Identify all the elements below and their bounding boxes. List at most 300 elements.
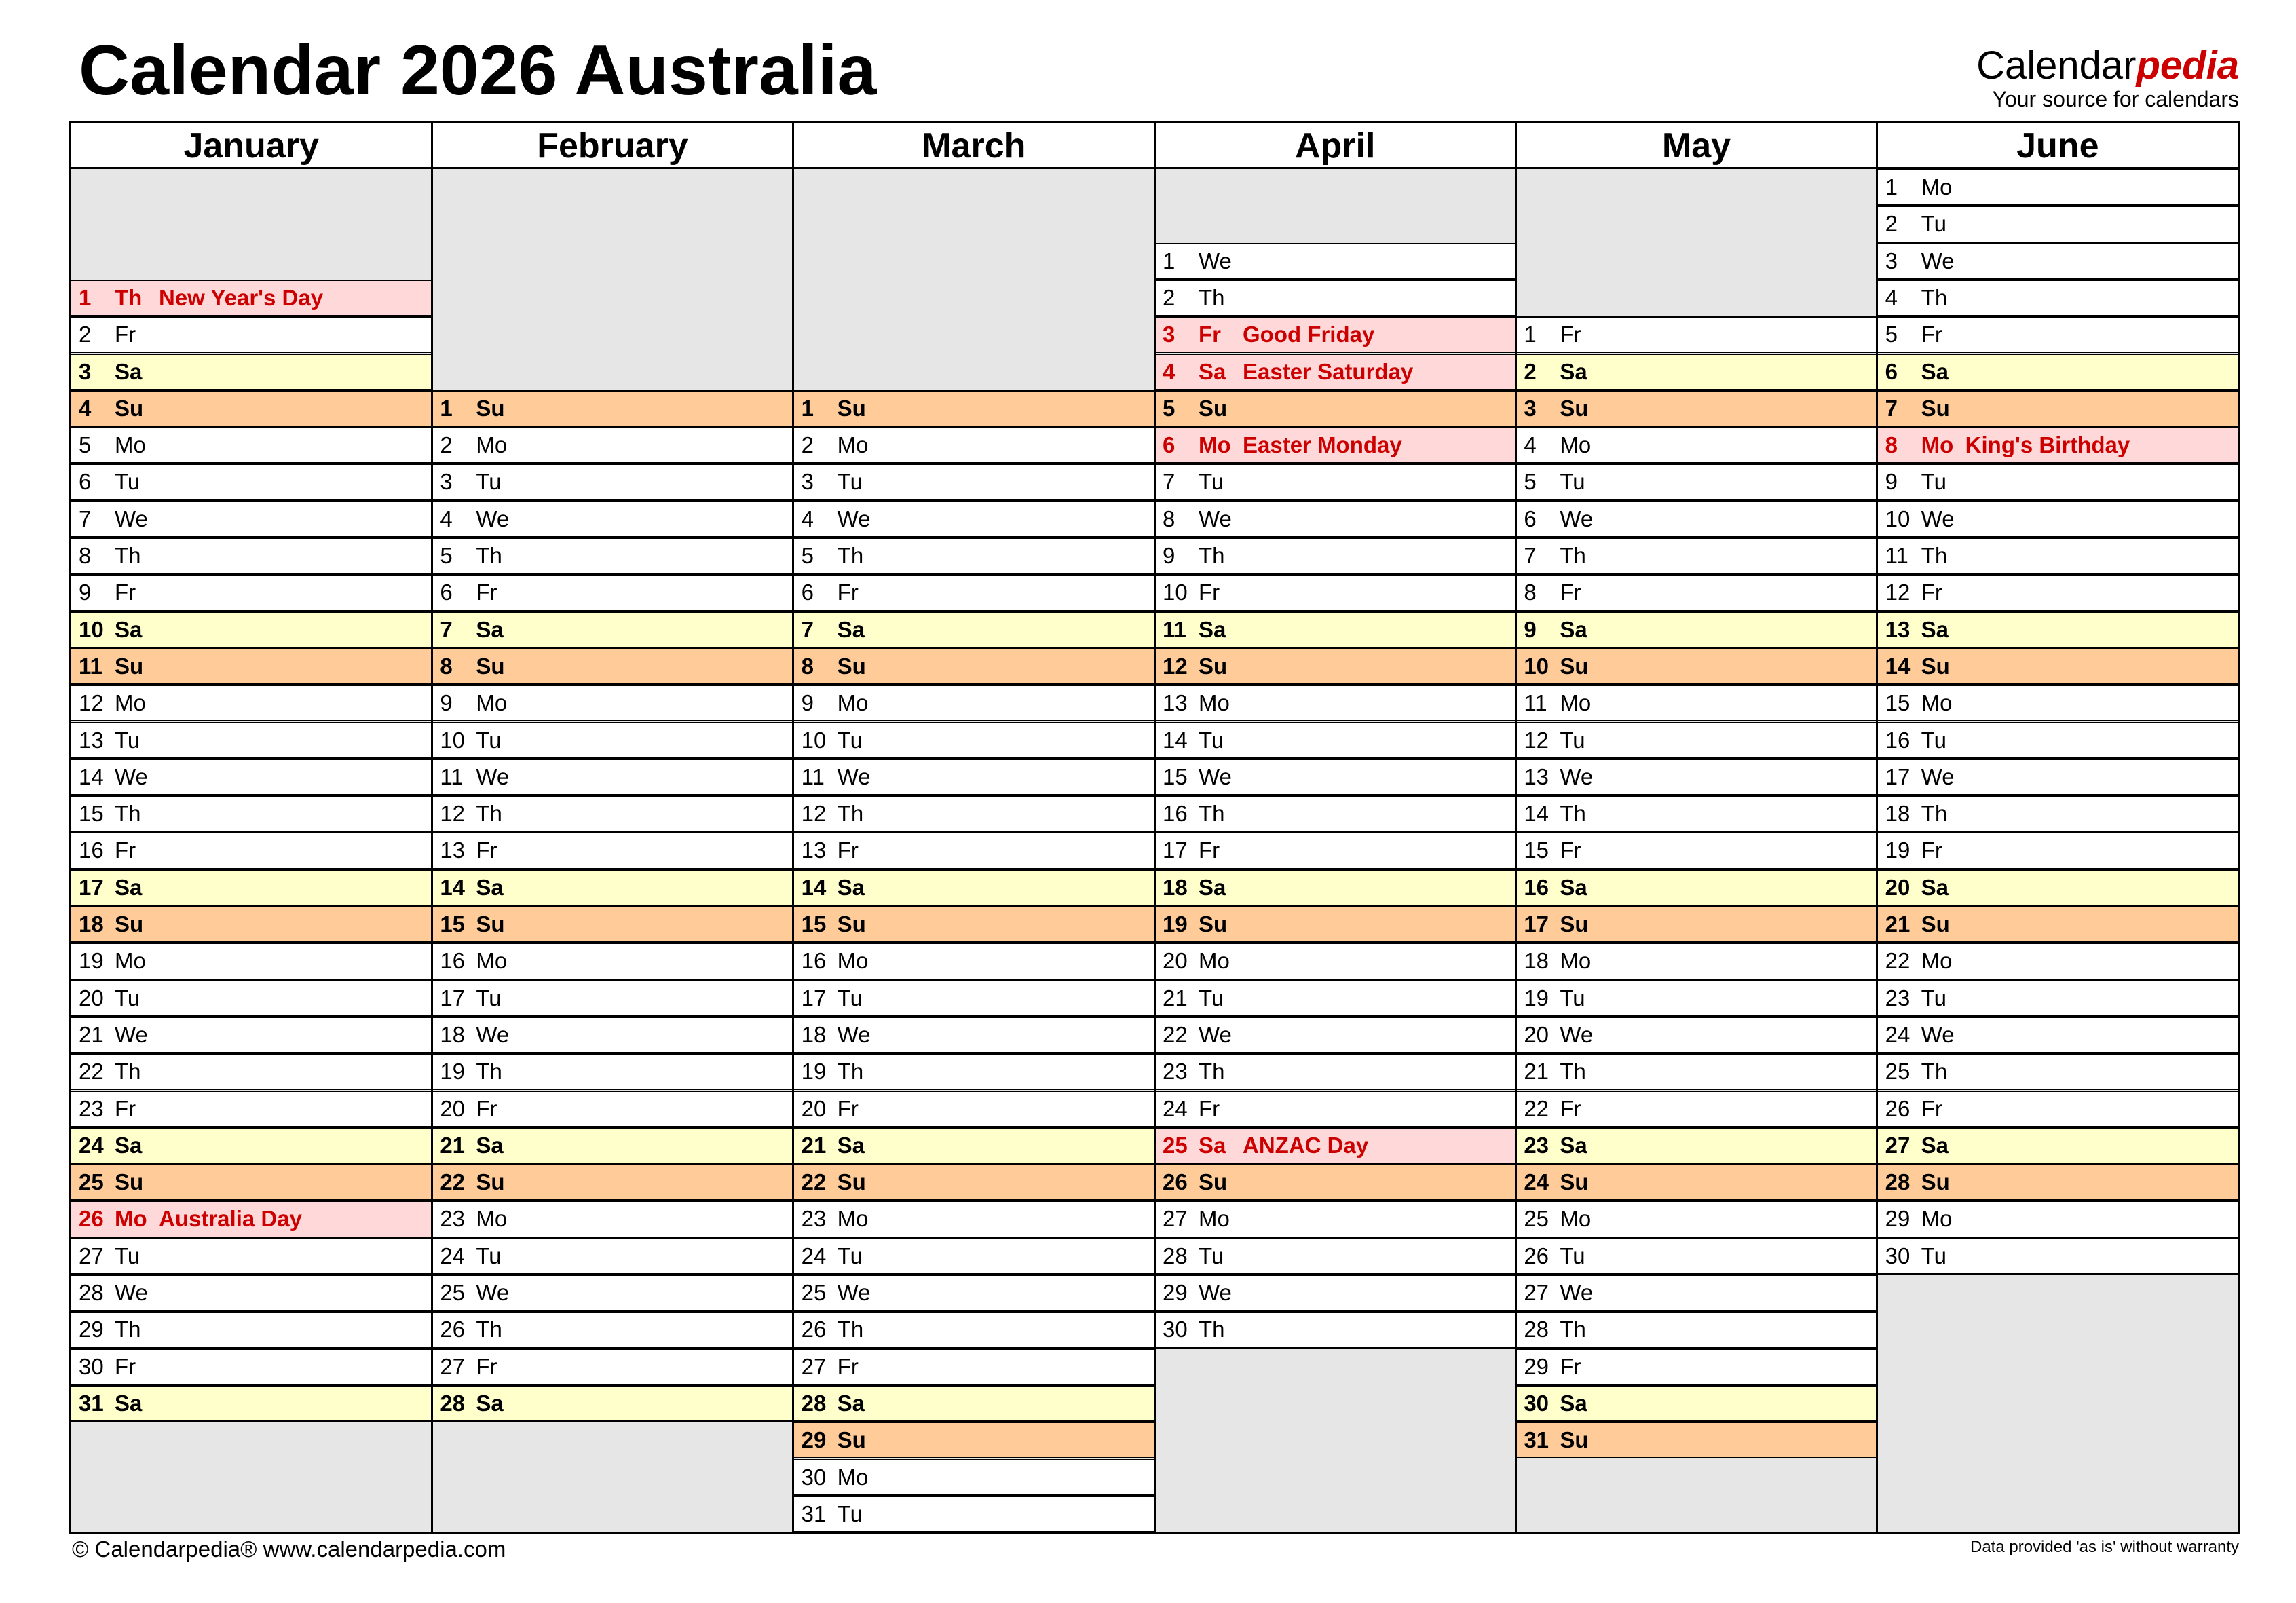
day-cell[interactable] [1516,1275,1877,1311]
day-cell[interactable] [71,759,432,795]
day-cell[interactable] [71,648,432,685]
day-cell[interactable] [793,1238,1154,1275]
day-cell[interactable] [1877,243,2238,280]
day-of-week: Tu [1921,727,1946,753]
day-cell[interactable] [71,1017,432,1053]
day-cell[interactable] [432,906,793,943]
day-cell[interactable] [1154,906,1516,943]
day-cell[interactable] [793,832,1154,869]
day-of-week: Sa [837,1132,865,1158]
day-cell[interactable] [1154,1164,1516,1201]
day-number: 27 [801,1353,827,1379]
day-cell[interactable] [71,869,432,906]
day-cell[interactable] [1877,648,2238,685]
day-cell[interactable] [71,1311,432,1348]
day-cell[interactable] [793,1127,1154,1164]
day-of-week: Mo [1560,948,1592,974]
day-cell[interactable] [793,1201,1154,1237]
day-number: 8 [440,653,453,679]
day-cell[interactable] [1877,169,2238,206]
day-of-week: Th [476,801,502,827]
day-number: 4 [1163,358,1175,384]
day-cell[interactable] [71,685,432,721]
day-cell[interactable] [71,832,432,869]
day-cell[interactable] [71,1349,432,1385]
day-cell[interactable] [1516,1238,1877,1275]
day-cell[interactable] [1877,574,2238,611]
day-cell[interactable] [1877,501,2238,538]
day-of-week: Su [837,1427,866,1453]
day-cell[interactable] [1516,1385,1877,1422]
day-cell[interactable] [71,538,432,574]
day-of-week: We [1199,1280,1232,1305]
day-cell[interactable] [1154,869,1516,906]
day-cell[interactable] [1516,795,1877,832]
day-cell[interactable] [432,538,793,574]
day-cell[interactable] [432,1164,793,1201]
day-cell[interactable] [1154,759,1516,795]
day-cell[interactable] [1516,759,1877,795]
day-cell[interactable] [71,906,432,943]
day-of-week: Sa [1199,1132,1226,1158]
day-cell[interactable] [71,1164,432,1201]
day-of-week: Mo [1921,948,1953,974]
day-cell[interactable] [1877,390,2238,427]
day-number: 9 [1163,543,1175,568]
day-cell[interactable] [432,648,793,685]
day-of-week: Sa [1199,874,1226,900]
day-of-week: Sa [1560,1390,1587,1416]
day-of-week: Th [1199,543,1225,568]
day-cell[interactable] [1516,1201,1877,1237]
day-of-week: Su [1199,653,1228,679]
day-cell[interactable] [1516,685,1877,721]
day-cell[interactable] [71,574,432,611]
day-cell[interactable] [1877,1053,2238,1090]
day-number: 27 [1885,1132,1911,1158]
day-cell[interactable] [793,759,1154,795]
day-of-week: Mo [1560,1206,1592,1232]
day-cell[interactable] [71,280,432,316]
day-of-week: Th [115,1317,141,1342]
day-number: 5 [79,432,92,458]
day-of-week: Su [1921,653,1950,679]
day-of-week: Sa [476,874,504,900]
day-cell[interactable] [793,1053,1154,1090]
day-cell[interactable] [432,795,793,832]
day-cell[interactable] [1877,759,2238,795]
day-of-week: Mo [1199,1206,1230,1232]
day-cell[interactable] [432,980,793,1017]
day-cell[interactable] [432,832,793,869]
day-cell[interactable] [793,1311,1154,1348]
day-of-week: We [1921,506,1955,531]
day-of-week: Su [1921,1169,1950,1195]
day-cell[interactable] [1154,501,1516,538]
day-number: 29 [1163,1280,1188,1305]
day-cell[interactable] [432,464,793,500]
day-cell[interactable] [1516,427,1877,464]
day-number: 4 [440,506,453,531]
column-divider [1515,123,1517,1532]
day-cell[interactable] [1516,1053,1877,1090]
day-cell[interactable] [432,1275,793,1311]
day-of-week: Tu [115,469,140,495]
day-cell[interactable] [1877,1091,2238,1127]
day-number: 22 [1885,948,1911,974]
day-cell[interactable] [793,1385,1154,1422]
footer-disclaimer: Data provided 'as is' without warranty [1970,1538,2239,1556]
day-of-week: We [1199,248,1232,274]
day-cell[interactable] [432,1238,793,1275]
day-number: 9 [440,690,453,716]
day-cell[interactable] [1877,316,2238,353]
day-cell[interactable] [793,722,1154,759]
day-cell[interactable] [1516,869,1877,906]
day-cell[interactable] [1516,611,1877,648]
day-cell[interactable] [793,427,1154,464]
day-cell[interactable] [432,722,793,759]
day-cell[interactable] [1154,1091,1516,1127]
day-cell[interactable] [1516,574,1877,611]
day-cell[interactable] [432,1017,793,1053]
day-cell[interactable] [793,1275,1154,1311]
day-of-week: We [476,506,510,531]
day-number: 16 [1524,874,1549,900]
day-of-week: Fr [115,1095,136,1121]
day-cell[interactable] [71,1238,432,1275]
day-cell[interactable] [71,390,432,427]
column-divider [1876,123,1878,1532]
day-cell[interactable] [1516,1422,1877,1458]
day-of-week: Fr [1921,322,1942,347]
day-number: 27 [79,1243,104,1268]
day-cell[interactable] [432,390,793,427]
day-of-week: Th [1199,1317,1225,1342]
day-cell[interactable] [71,1053,432,1090]
day-of-week: Su [1560,911,1589,937]
day-number: 23 [79,1095,104,1121]
day-cell[interactable] [1154,464,1516,500]
day-number: 18 [1885,801,1911,827]
day-of-week: Tu [476,469,502,495]
day-of-week: Th [1199,1059,1225,1085]
day-cell[interactable] [1154,1201,1516,1237]
day-number: 15 [801,911,827,937]
day-number: 1 [1524,322,1537,347]
day-cell[interactable] [1154,685,1516,721]
day-number: 9 [1885,469,1898,495]
day-cell[interactable] [1154,1127,1516,1164]
day-number: 31 [801,1501,827,1526]
day-of-week: Fr [837,1095,859,1121]
day-cell[interactable] [1516,980,1877,1017]
day-cell[interactable] [1877,1017,2238,1053]
day-cell[interactable] [432,501,793,538]
day-cell[interactable] [1516,316,1877,353]
day-cell[interactable] [793,390,1154,427]
day-cell[interactable] [793,980,1154,1017]
day-number: 24 [1163,1095,1188,1121]
day-cell[interactable] [71,1091,432,1127]
day-cell[interactable] [793,1496,1154,1532]
day-of-week: Th [115,801,141,827]
day-cell[interactable] [1877,1127,2238,1164]
day-cell[interactable] [1877,427,2238,464]
day-cell[interactable] [432,611,793,648]
day-cell[interactable] [71,795,432,832]
day-cell[interactable] [432,943,793,979]
day-cell[interactable] [793,1164,1154,1201]
brand-tagline: Your source for calendars [1992,87,2239,111]
day-number: 8 [79,543,92,568]
day-cell[interactable] [1154,574,1516,611]
day-of-week: Sa [115,874,143,900]
day-number: 14 [801,874,827,900]
day-cell[interactable] [1516,501,1877,538]
holiday-name: Easter Saturday [1243,358,1414,384]
day-of-week: Tu [1199,985,1224,1011]
day-cell[interactable] [1516,832,1877,869]
day-number: 30 [1163,1317,1188,1342]
day-of-week: Tu [1560,469,1585,495]
day-of-week: Su [837,653,866,679]
day-cell[interactable] [793,943,1154,979]
day-cell[interactable] [1516,1091,1877,1127]
day-number: 25 [1885,1059,1911,1085]
day-cell[interactable] [1877,611,2238,648]
day-cell[interactable] [432,1349,793,1385]
day-cell[interactable] [1877,685,2238,721]
day-cell[interactable] [71,611,432,648]
day-of-week: Sa [115,616,143,642]
day-number: 18 [801,1021,827,1047]
day-cell[interactable] [432,759,793,795]
day-number: 24 [79,1132,104,1158]
day-cell[interactable] [1154,943,1516,979]
day-cell[interactable] [793,538,1154,574]
day-cell[interactable] [1516,722,1877,759]
day-cell[interactable] [1877,943,2238,979]
day-cell[interactable] [793,464,1154,500]
day-cell[interactable] [71,464,432,500]
day-cell[interactable] [1516,538,1877,574]
day-of-week: Mo [1921,690,1953,716]
day-of-week: We [1921,248,1955,274]
day-cell[interactable] [71,354,432,390]
day-cell[interactable] [1154,648,1516,685]
day-cell[interactable] [1877,869,2238,906]
month-header-june: June [1877,123,2238,169]
day-cell[interactable] [71,722,432,759]
day-cell[interactable] [71,980,432,1017]
day-of-week: Th [1560,1059,1586,1085]
day-of-week: Su [837,395,866,421]
day-cell[interactable] [71,1127,432,1164]
day-of-week: We [115,763,148,789]
day-number: 18 [79,911,104,937]
day-cell[interactable] [1154,1017,1516,1053]
day-of-week: We [1560,1280,1594,1305]
day-of-week: We [837,763,871,789]
month-header-may: May [1516,123,1877,169]
day-cell[interactable] [793,1091,1154,1127]
day-of-week: Fr [1560,580,1581,605]
day-cell[interactable] [432,574,793,611]
day-cell[interactable] [793,648,1154,685]
day-number: 5 [440,543,453,568]
day-number: 10 [79,616,104,642]
day-of-week: Th [115,1059,141,1085]
day-of-week: Fr [1199,837,1220,863]
day-cell[interactable] [432,869,793,906]
day-cell[interactable] [1877,980,2238,1017]
day-of-week: Th [837,543,864,568]
day-number: 28 [1885,1169,1911,1195]
day-number: 9 [801,690,814,716]
day-number: 3 [1163,322,1175,347]
day-cell[interactable] [432,427,793,464]
day-number: 26 [801,1317,827,1342]
day-cell[interactable] [1154,280,1516,316]
day-cell[interactable] [793,906,1154,943]
day-of-week: We [115,1021,148,1047]
day-cell[interactable] [1516,464,1877,500]
day-cell[interactable] [71,1201,432,1237]
day-of-week: Tu [837,469,863,495]
day-cell[interactable] [1516,1127,1877,1164]
day-of-week: We [1199,1021,1232,1047]
day-cell[interactable] [1877,354,2238,390]
day-cell[interactable] [1516,1311,1877,1348]
day-number: 31 [79,1390,104,1416]
day-number: 9 [79,580,92,605]
day-of-week: We [1199,506,1232,531]
day-cell[interactable] [1877,906,2238,943]
brand-logo[interactable] [1976,43,2239,111]
day-cell[interactable] [1877,538,2238,574]
day-cell[interactable] [1516,648,1877,685]
day-number: 30 [1524,1390,1549,1416]
day-cell[interactable] [71,501,432,538]
day-of-week: Mo [1199,690,1230,716]
day-cell[interactable] [793,1459,1154,1496]
day-number: 3 [79,358,92,384]
day-cell[interactable] [1154,427,1516,464]
day-cell[interactable] [1877,832,2238,869]
day-cell[interactable] [1516,354,1877,390]
day-cell[interactable] [793,685,1154,721]
day-cell[interactable] [793,1017,1154,1053]
day-of-week: Su [115,653,144,679]
day-cell[interactable] [71,1385,432,1422]
day-cell[interactable] [1154,980,1516,1017]
day-cell[interactable] [1154,1311,1516,1348]
day-cell[interactable] [432,1201,793,1237]
day-cell[interactable] [1154,243,1516,280]
day-cell[interactable] [432,1311,793,1348]
day-cell[interactable] [793,1349,1154,1385]
day-cell[interactable] [432,1053,793,1090]
day-of-week: Th [1921,543,1948,568]
day-number: 25 [801,1280,827,1305]
day-of-week: Fr [1921,1095,1942,1121]
day-of-week: Mo [115,1206,147,1232]
day-cell[interactable] [1877,1164,2238,1201]
day-cell[interactable] [1154,390,1516,427]
day-cell[interactable] [1877,464,2238,500]
day-cell[interactable] [71,427,432,464]
day-cell[interactable] [1877,206,2238,242]
day-number: 9 [1524,616,1537,642]
day-of-week: Mo [476,1206,508,1232]
day-of-week: Th [837,801,864,827]
day-number: 25 [79,1169,104,1195]
day-cell[interactable] [1516,390,1877,427]
day-cell[interactable] [1154,722,1516,759]
day-cell[interactable] [71,316,432,353]
day-number: 20 [440,1095,466,1121]
day-cell[interactable] [1154,354,1516,390]
day-cell[interactable] [1154,611,1516,648]
day-cell[interactable] [1877,1238,2238,1275]
day-cell[interactable] [1154,316,1516,353]
day-cell[interactable] [432,1091,793,1127]
day-cell[interactable] [1154,1238,1516,1275]
day-cell[interactable] [1154,1275,1516,1311]
day-cell[interactable] [1877,795,2238,832]
day-of-week: Tu [115,727,140,753]
day-of-week: Tu [1921,211,1946,237]
day-cell[interactable] [1516,1349,1877,1385]
day-number: 15 [1524,837,1549,863]
day-of-week: Fr [837,580,859,605]
day-cell[interactable] [432,685,793,721]
day-cell[interactable] [71,943,432,979]
day-number: 19 [1163,911,1188,937]
day-number: 21 [440,1132,466,1158]
day-cell[interactable] [71,1275,432,1311]
day-cell[interactable] [1516,906,1877,943]
day-of-week: Th [1199,284,1225,310]
day-cell[interactable] [793,574,1154,611]
day-number: 5 [1524,469,1537,495]
day-cell[interactable] [1154,795,1516,832]
day-cell[interactable] [1154,1053,1516,1090]
day-cell[interactable] [432,1385,793,1422]
day-number: 26 [79,1206,104,1232]
day-cell[interactable] [1154,832,1516,869]
day-cell[interactable] [1877,722,2238,759]
day-cell[interactable] [793,795,1154,832]
day-cell[interactable] [432,1127,793,1164]
day-cell[interactable] [793,869,1154,906]
day-cell[interactable] [793,1422,1154,1458]
day-of-week: We [1921,1021,1955,1047]
day-cell[interactable] [1877,280,2238,316]
day-cell[interactable] [1877,1201,2238,1237]
day-cell[interactable] [1516,1164,1877,1201]
day-number: 7 [1885,395,1898,421]
day-of-week: Th [1560,801,1586,827]
day-cell[interactable] [793,611,1154,648]
day-cell[interactable] [1516,1017,1877,1053]
day-cell[interactable] [1154,538,1516,574]
day-number: 31 [1524,1427,1549,1453]
day-cell[interactable] [1516,943,1877,979]
day-cell[interactable] [793,501,1154,538]
day-of-week: Tu [115,1243,140,1268]
